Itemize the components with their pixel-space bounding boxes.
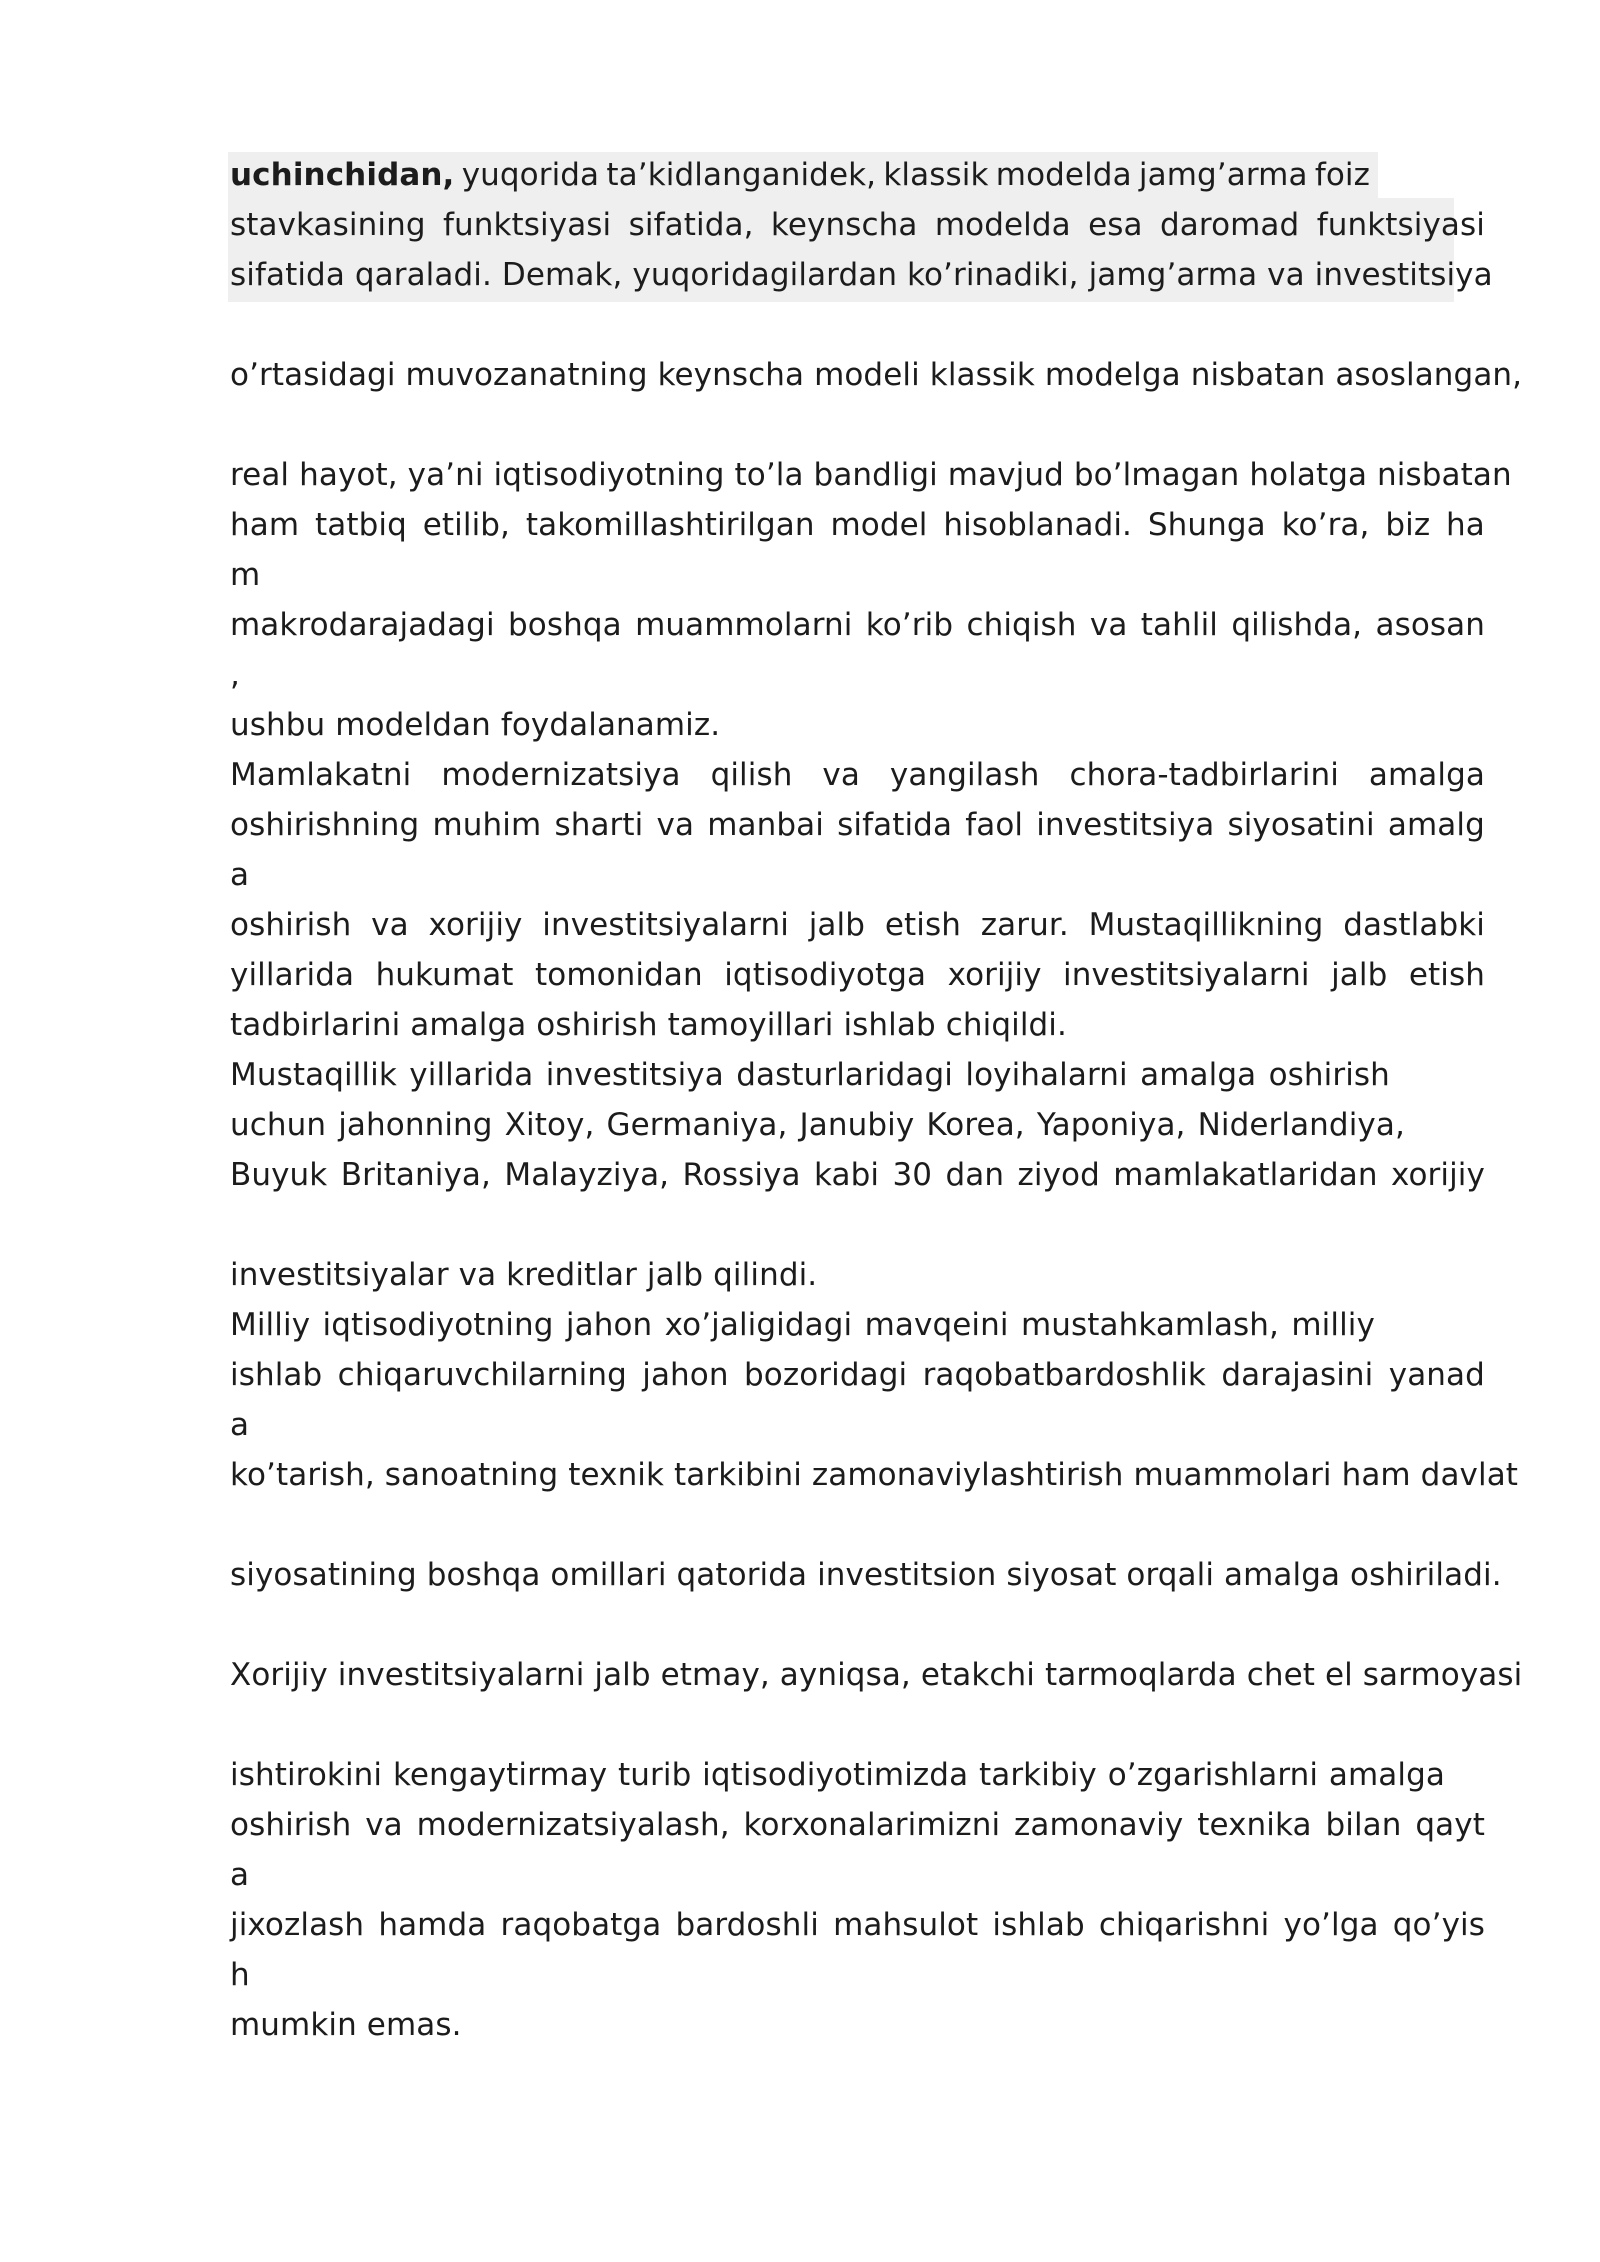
text-line: h — [230, 1957, 250, 1993]
word: jahon — [642, 1357, 729, 1393]
word: Janubiy — [799, 1107, 915, 1143]
word: takomillashtirilgan — [525, 507, 815, 543]
word: turib — [618, 1757, 692, 1793]
word: raqobatbardoshlik — [922, 1357, 1206, 1393]
word: Yaponiya, — [1036, 1107, 1186, 1143]
text-line: a — [230, 1857, 250, 1893]
word: foiz — [1314, 157, 1370, 193]
word: va — [371, 907, 409, 943]
text-line — [230, 905, 1485, 945]
word: korxonalarimizni — [743, 1807, 1001, 1843]
text-line: ushbu modeldan foydalanamiz. — [230, 707, 721, 743]
word: oshirish — [230, 1807, 352, 1843]
word: mahsulot — [833, 1907, 979, 1943]
text-line — [230, 1755, 1445, 1795]
word: va — [365, 1807, 403, 1843]
word: Korea, — [926, 1107, 1025, 1143]
word: bilan — [1325, 1807, 1402, 1843]
word: ham — [230, 507, 300, 543]
text-line: Xorijiy investitsiyalarni jalb etmay, ayniqsa, etakchi tarmoqlarda chet el sarmoyasi — [230, 1657, 1523, 1693]
text-line: siyosatining boshqa omillari qatorida investitsion siyosat orqali amalga oshiriladi. — [230, 1557, 1502, 1593]
word: hisoblanadi. — [943, 507, 1133, 543]
word: qilish — [710, 757, 793, 793]
word: amalga — [1368, 757, 1485, 793]
text-line: tadbirlarini amalga oshirish tamoyillari ishlab chiqildi. — [230, 1007, 1067, 1043]
text-line: o’rtasidagi muvozanatning keynscha modeli klassik modelga nisbatan asoslangan, — [230, 357, 1523, 393]
text-line: m — [230, 557, 261, 593]
word: etish — [884, 907, 961, 943]
word: modelda — [995, 157, 1132, 193]
text-line: mumkin emas. — [230, 2007, 462, 2043]
word: jalb — [1331, 957, 1388, 993]
word: modernizatsiya — [441, 757, 681, 793]
word: ha — [1446, 507, 1485, 543]
word: jamg’arma — [1138, 157, 1308, 193]
word: investitsiyalarni — [542, 907, 789, 943]
word: asosan — [1375, 607, 1485, 643]
word: ko’ra, — [1281, 507, 1370, 543]
word: yangilash — [889, 757, 1040, 793]
word: tarkibiy — [978, 1757, 1097, 1793]
word: Germaniya, — [606, 1107, 788, 1143]
word: uchinchidan, — [230, 157, 455, 193]
word: ta’kidlanganidek, — [606, 157, 877, 193]
text-line — [230, 755, 1485, 795]
word: iqtisodiyotga — [724, 957, 927, 993]
word: esa — [1088, 207, 1143, 243]
word: modelda — [934, 207, 1071, 243]
word: mamlakatlaridan — [1113, 1157, 1378, 1193]
word: va — [1089, 607, 1128, 643]
word: xorijiy — [428, 907, 523, 943]
word: muammolarni — [635, 607, 853, 643]
text-line — [230, 1805, 1485, 1845]
text-line — [230, 1905, 1485, 1945]
word: hamda — [378, 1907, 487, 1943]
word: Mustaqillik — [230, 1057, 397, 1093]
word: Britaniya, — [340, 1157, 491, 1193]
word: raqobatga — [500, 1907, 662, 1943]
word: model — [830, 507, 928, 543]
word: qo’yis — [1392, 1907, 1485, 1943]
word: Buyuk — [230, 1157, 328, 1193]
word: muhim — [432, 807, 542, 843]
word: sifatida, — [628, 207, 754, 243]
word: funktsiyasi — [1316, 207, 1485, 243]
word: makrodarajadagi — [230, 607, 495, 643]
word: dastlabki — [1343, 907, 1485, 943]
word: va — [656, 807, 695, 843]
word: bozoridagi — [743, 1357, 908, 1393]
word: chora-tadbirlarini — [1069, 757, 1339, 793]
word: chiqish — [966, 607, 1077, 643]
word: Shunga — [1147, 507, 1266, 543]
text-line: ko’tarish, sanoatning texnik tarkibini zamonaviylashtirish muammolari ham davlat — [230, 1457, 1519, 1493]
word: etilib, — [422, 507, 511, 543]
word: tatbiq — [315, 507, 407, 543]
word: yuqorida — [461, 157, 600, 193]
word: Rossiya — [682, 1157, 801, 1193]
word: milliy — [1291, 1307, 1375, 1343]
word: loyihalarni — [965, 1057, 1128, 1093]
word: oshirish — [1268, 1057, 1390, 1093]
text-line — [230, 1155, 1485, 1195]
word: investitsiya — [545, 1057, 724, 1093]
word: yanad — [1388, 1357, 1485, 1393]
word: tahlil — [1140, 607, 1219, 643]
word: ko’rib — [865, 607, 954, 643]
text-line — [230, 1055, 1390, 1095]
word: biz — [1385, 507, 1431, 543]
word: klassik — [883, 157, 989, 193]
word: keynscha — [770, 207, 918, 243]
word: etish — [1408, 957, 1485, 993]
word: 30 — [892, 1157, 933, 1193]
text-line — [230, 505, 1485, 545]
word: boshqa — [508, 607, 622, 643]
text-line: a — [230, 857, 250, 893]
text-line — [230, 1305, 1375, 1345]
word: hukumat — [375, 957, 514, 993]
word: sifatida — [837, 807, 953, 843]
word: daromad — [1160, 207, 1300, 243]
word: yo’lga — [1283, 1907, 1379, 1943]
word: jixozlash — [230, 1907, 365, 1943]
word: kengaytirmay — [392, 1757, 608, 1793]
text-line: real hayot, ya’ni iqtisodiyotning to’la bandligi mavjud bo’lmagan holatga nisbatan — [230, 457, 1512, 493]
word: mavqeini — [864, 1307, 1009, 1343]
text-line — [230, 205, 1485, 245]
text-line — [230, 605, 1485, 645]
word: xorijiy — [947, 957, 1042, 993]
word: jahonning — [338, 1107, 493, 1143]
word: Milliy — [230, 1307, 311, 1343]
word: ziyod — [1017, 1157, 1100, 1193]
word: dasturlaridagi — [736, 1057, 953, 1093]
word: ishlab — [992, 1907, 1085, 1943]
word: modernizatsiyalash, — [416, 1807, 730, 1843]
word: Mustaqillikning — [1088, 907, 1324, 943]
word: jalb — [808, 907, 866, 943]
word: Malayziya, — [504, 1157, 670, 1193]
word: investitsiya — [1036, 807, 1215, 843]
word: xo’jaligidagi — [664, 1307, 853, 1343]
word: amalg — [1387, 807, 1485, 843]
word: manbai — [707, 807, 824, 843]
word: siyosatini — [1227, 807, 1375, 843]
word: yillarida — [230, 957, 355, 993]
word: jahon — [565, 1307, 653, 1343]
word: stavkasining — [230, 207, 426, 243]
word: zarur. — [980, 907, 1069, 943]
word: o’zgarishlarni — [1107, 1757, 1319, 1793]
word: qilishda, — [1231, 607, 1363, 643]
word: oshirish — [230, 907, 352, 943]
text-line — [230, 155, 1370, 195]
word: dan — [945, 1157, 1005, 1193]
word: funktsiyasi — [442, 207, 612, 243]
word: kabi — [813, 1157, 880, 1193]
word: zamonaviy — [1014, 1807, 1184, 1843]
word: yillarida — [409, 1057, 534, 1093]
word: iqtisodiyotimizda — [702, 1757, 969, 1793]
word: amalga — [1140, 1057, 1257, 1093]
word: qayt — [1415, 1807, 1485, 1843]
word: sharti — [554, 807, 644, 843]
text-line — [230, 1105, 1405, 1145]
word: bardoshli — [675, 1907, 819, 1943]
text-line: , — [230, 657, 240, 693]
text-line — [230, 1355, 1485, 1395]
word: chiqarishni — [1098, 1907, 1270, 1943]
word: xorijiy — [1390, 1157, 1485, 1193]
word: ishlab — [230, 1357, 323, 1393]
text-line — [230, 955, 1485, 995]
word: amalga — [1328, 1757, 1445, 1793]
word: Mamlakatni — [230, 757, 412, 793]
word: Niderlandiya, — [1197, 1107, 1405, 1143]
word: ishtirokini — [230, 1757, 383, 1793]
word: uchun — [230, 1107, 327, 1143]
text-line: investitsiyalar va kreditlar jalb qilindi. — [230, 1257, 818, 1293]
text-line: sifatida qaraladi. Demak, yuqoridagilardan ko’rinadiki, jamg’arma va investitsiya — [230, 257, 1493, 293]
text-line — [230, 805, 1485, 845]
word: texnika — [1197, 1807, 1312, 1843]
word: chiqaruvchilarning — [337, 1357, 627, 1393]
word: darajasini — [1221, 1357, 1374, 1393]
word: oshirishning — [230, 807, 420, 843]
word: tomonidan — [535, 957, 703, 993]
word: investitsiyalarni — [1063, 957, 1310, 993]
word: iqtisodiyotning — [322, 1307, 554, 1343]
word: va — [822, 757, 860, 793]
word: faol — [965, 807, 1024, 843]
text-line: a — [230, 1407, 250, 1443]
word: Xitoy, — [504, 1107, 595, 1143]
word: mustahkamlash, — [1020, 1307, 1279, 1343]
